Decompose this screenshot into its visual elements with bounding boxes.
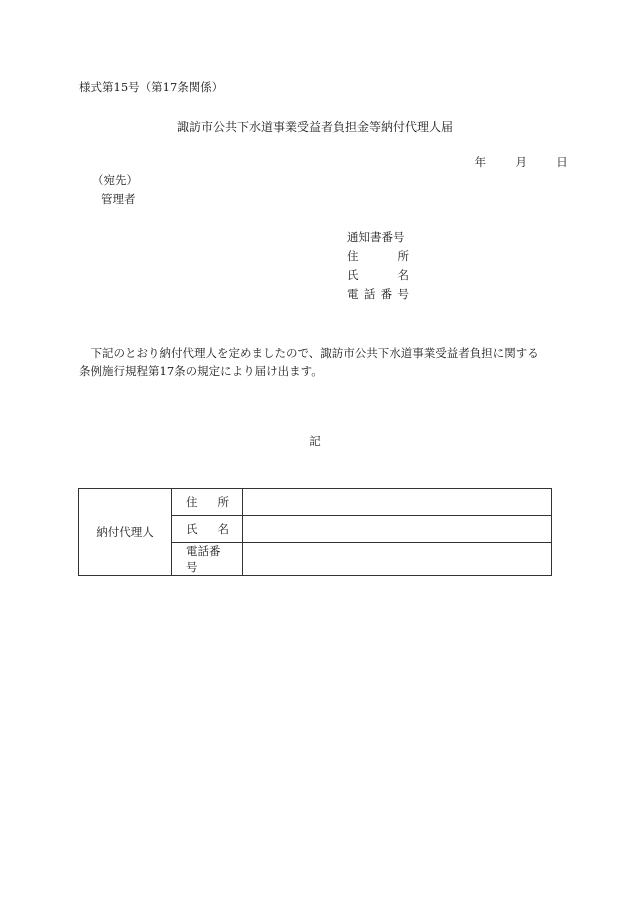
agent-address-label: 住 所 (186, 495, 229, 509)
body-line-1: 下記のとおり納付代理人を定めましたので、諏訪市公共下水道事業受益者負担に関する (90, 346, 539, 360)
date-day-label: 日 (556, 155, 568, 169)
agent-address-field[interactable] (243, 489, 552, 516)
record-heading: 記 (309, 434, 321, 448)
agent-phone-label-cell (172, 543, 243, 576)
date-line (449, 157, 568, 169)
sender-address-label: 住 所 (347, 249, 409, 263)
agent-name-label-cell (172, 516, 243, 543)
form-number: 様式第15号（第17条関係） (79, 80, 224, 94)
agent-phone-field[interactable] (243, 543, 552, 576)
agent-address-label-cell (172, 489, 243, 516)
agent-heading-cell: 納付代理人 (79, 489, 172, 576)
recipient-label: 管理者 (101, 192, 136, 206)
sender-name-label: 氏 名 (347, 268, 409, 282)
sender-phone-label: 電 話 番 号 (347, 287, 409, 301)
addressee-label: （宛先） (92, 173, 138, 187)
agent-name-field[interactable] (243, 516, 552, 543)
date-year-label: 年 (474, 155, 487, 169)
agent-name-label: 氏 名 (186, 522, 229, 536)
body-line-2: 条例施行規程第17条の規定により届け出ます。 (79, 364, 323, 378)
table-row (79, 489, 552, 516)
notice-number-label: 通知書番号 (347, 230, 405, 244)
sender-fields (347, 232, 409, 308)
agent-phone-label: 電話番号 (186, 544, 221, 574)
agent-table (78, 488, 552, 576)
body-text (79, 344, 539, 380)
date-month-label: 月 (515, 155, 527, 169)
sender-phone-row (347, 289, 409, 308)
document-title: 諏訪市公共下水道事業受益者負担金等納付代理人届 (176, 120, 453, 134)
